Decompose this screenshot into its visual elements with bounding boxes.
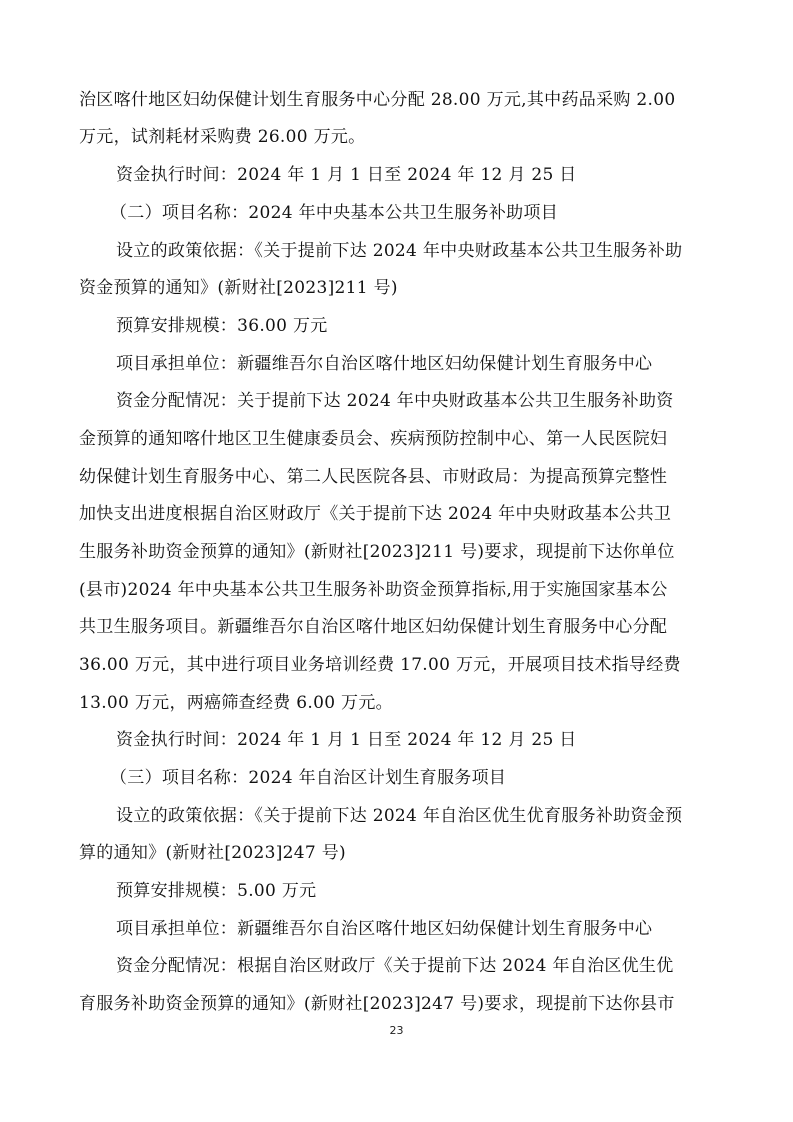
body-text-line: 万元，试剂耗材采购费 26.00 万元。	[79, 127, 366, 147]
body-text-line: 资金分配情况：关于提前下达 2024 年中央财政基本公共卫生服务补助资	[116, 391, 674, 411]
page-number: 23	[389, 1024, 404, 1037]
body-text-line: 育服务补助资金预算的通知》(新财社[2023]247 号)要求，现提前下达你县市	[79, 994, 675, 1014]
section-heading: （三）项目名称：2024 年自治区计划生育服务项目	[110, 768, 507, 788]
body-text-line: 项目承担单位：新疆维吾尔自治区喀什地区妇幼保健计划生育服务中心	[116, 354, 653, 374]
body-text-line: 预算安排规模：5.00 万元	[116, 881, 317, 901]
body-text-line: 幼保健计划生育服务中心、第二人民医院各县、市财政局：为提高预算完整性	[79, 467, 668, 487]
body-text-line: (县市)2024 年中央基本公共卫生服务补助资金预算指标,用于实施国家基本公	[79, 580, 668, 600]
body-text-line: 13.00 万元，两癌筛查经费 6.00 万元。	[79, 693, 393, 713]
body-text-line: 加快支出进度根据自治区财政厅《关于提前下达 2024 年中央财政基本公共卫	[79, 504, 672, 524]
body-text-line: 算的通知》(新财社[2023]247 号)	[79, 843, 346, 863]
body-text-line: 36.00 万元，其中进行项目业务培训经费 17.00 万元，开展项目技术指导经费	[79, 655, 681, 675]
body-text-line: 预算安排规模：36.00 万元	[116, 316, 328, 336]
body-text-line: 资金执行时间：2024 年 1 月 1 日至 2024 年 12 月 25 日	[116, 730, 577, 750]
body-text-line: 资金执行时间：2024 年 1 月 1 日至 2024 年 12 月 25 日	[116, 165, 577, 185]
body-text-line: 治区喀什地区妇幼保健计划生育服务中心分配 28.00 万元,其中药品采购 2.00	[79, 90, 676, 110]
body-text-line: 设立的政策依据：《关于提前下达 2024 年中央财政基本公共卫生服务补助	[116, 241, 683, 261]
body-text-line: 资金预算的通知》(新财社[2023]211 号)	[79, 278, 398, 298]
body-text-line: 生服务补助资金预算的通知》(新财社[2023]211 号)要求，现提前下达你单位	[79, 542, 675, 562]
body-text-line: 资金分配情况：根据自治区财政厅《关于提前下达 2024 年自治区优生优	[116, 956, 674, 976]
body-text-line: 金预算的通知喀什地区卫生健康委员会、疾病预防控制中心、第一人民医院妇	[79, 429, 668, 449]
body-text-line: 共卫生服务项目。新疆维吾尔自治区喀什地区妇幼保健计划生育服务中心分配	[79, 617, 668, 637]
body-text-line: 设立的政策依据：《关于提前下达 2024 年自治区优生优育服务补助资金预	[116, 806, 683, 826]
section-heading: （二）项目名称：2024 年中央基本公共卫生服务补助项目	[110, 203, 559, 223]
body-text-line: 项目承担单位：新疆维吾尔自治区喀什地区妇幼保健计划生育服务中心	[116, 919, 653, 939]
